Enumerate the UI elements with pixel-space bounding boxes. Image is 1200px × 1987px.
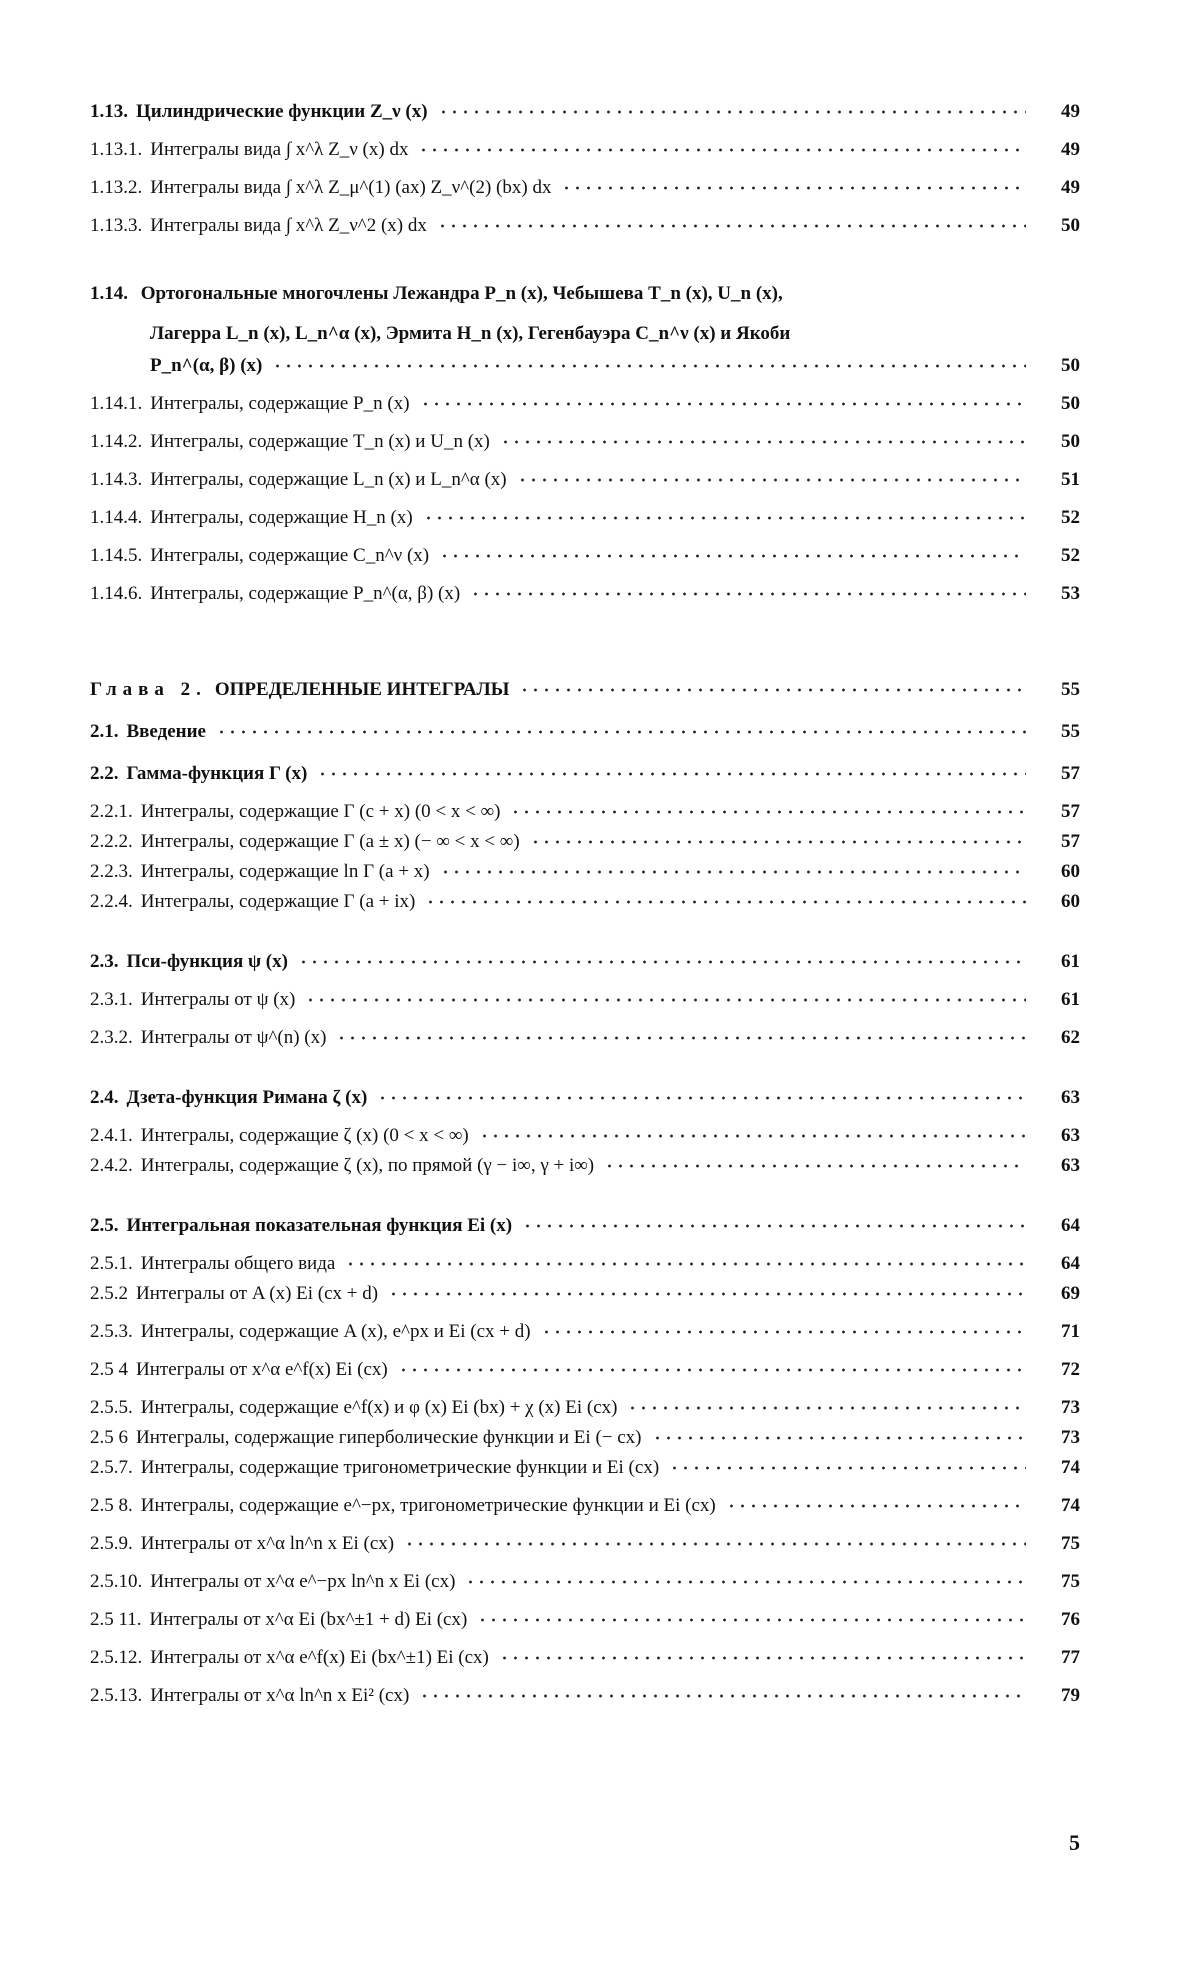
section-number: 2.5.5. xyxy=(90,1397,133,1418)
section-number: 1.14. xyxy=(90,283,128,304)
toc-entry-2-2-1 xyxy=(90,800,1080,824)
toc-entry-1-13-3 xyxy=(90,214,1080,238)
page-number: 64 xyxy=(1061,1253,1080,1274)
page-number: 52 xyxy=(1061,545,1080,566)
table-of-contents xyxy=(90,100,1080,1708)
section-number: 1.14.6. xyxy=(90,583,143,604)
section-number: 1.14.4. xyxy=(90,507,143,528)
page-number: 73 xyxy=(1061,1427,1080,1448)
toc-entry-1-13-1 xyxy=(90,138,1080,162)
page-number: 74 xyxy=(1061,1457,1080,1478)
leader-dots xyxy=(519,688,1026,692)
section-title: Интегралы вида ∫ x^λ Z_μ^(1) (ax) Z_ν^(2) (bx) dx xyxy=(150,177,552,198)
section-number: 2.3.1. xyxy=(90,989,133,1010)
leader-dots xyxy=(404,1542,1026,1546)
section-title: Интегралы, содержащие e^−px, тригонометрические функции и Ei (cx) xyxy=(140,1495,716,1516)
section-title: Интегралы общего вида xyxy=(140,1253,336,1274)
section-number: 2.5 4 xyxy=(90,1359,128,1380)
page-number: 57 xyxy=(1061,763,1080,784)
page-number: 53 xyxy=(1061,583,1080,604)
toc-entry-2-5-13 xyxy=(90,1684,1080,1708)
section-number: 2.4.2. xyxy=(90,1155,133,1176)
leader-dots xyxy=(541,1330,1026,1334)
leader-dots xyxy=(479,1134,1026,1138)
section-title: Интегралы, содержащие C_n^ν (x) xyxy=(150,545,430,566)
toc-entry-2-4 xyxy=(90,1086,1080,1110)
leader-dots xyxy=(530,840,1026,844)
section-number: 2.5.9. xyxy=(90,1533,133,1554)
page-number: 61 xyxy=(1061,951,1080,972)
toc-entry-1-14-5 xyxy=(90,544,1080,568)
section-title: Интегралы, содержащие H_n (x) xyxy=(150,507,413,528)
section-title: Интегралы, содержащие P_n^(α, β) (x) xyxy=(150,583,461,604)
toc-entry-2-1 xyxy=(90,720,1080,744)
leader-dots xyxy=(652,1436,1027,1440)
page-number: 57 xyxy=(1061,831,1080,852)
section-number: 2.3.2. xyxy=(90,1027,133,1048)
leader-dots xyxy=(510,810,1026,814)
leader-dots xyxy=(425,900,1026,904)
section-number: 2.2.4. xyxy=(90,891,133,912)
section-title: Интегралы, содержащие ln Γ (a + x) xyxy=(140,861,430,882)
leader-dots xyxy=(522,1224,1026,1228)
toc-entry-2-5-4 xyxy=(90,1358,1080,1382)
section-title: Интегралы, содержащие гиперболические функции и Ei (− cx) xyxy=(136,1427,642,1448)
section-number: 2.3. xyxy=(90,951,119,972)
toc-entry-2-5-2 xyxy=(90,1282,1080,1306)
section-title: Интегралы, содержащие Γ (c + x) (0 < x < ∞) xyxy=(140,801,501,822)
page-number: 79 xyxy=(1061,1685,1080,1706)
leader-dots xyxy=(317,772,1026,776)
section-title: Гамма-функция Γ (x) xyxy=(126,763,308,784)
section-number: 1.14.1. xyxy=(90,393,143,414)
section-title: Интегралы от x^α Ei (bx^±1 + d) Ei (cx) xyxy=(149,1609,468,1630)
page-number: 50 xyxy=(1061,355,1080,376)
section-title: Интегралы от x^α e^f(x) Ei (bx^±1) Ei (cx) xyxy=(150,1647,489,1668)
leader-dots xyxy=(439,554,1026,558)
toc-entry-2-2-4 xyxy=(90,890,1080,914)
toc-entry-2-5-12 xyxy=(90,1646,1080,1670)
page-number: 62 xyxy=(1061,1027,1080,1048)
section-title-line-3: P_n^(α, β) (x) xyxy=(150,355,263,376)
leader-dots xyxy=(669,1466,1026,1470)
page-number: 63 xyxy=(1061,1125,1080,1146)
toc-entry-1-14-2 xyxy=(90,430,1080,454)
section-title: Интегралы от x^α e^−px ln^n x Ei (cx) xyxy=(150,1571,456,1592)
toc-entry-2-5-1 xyxy=(90,1252,1080,1276)
toc-entry-2-5 xyxy=(90,1214,1080,1238)
section-title-line-2: Лагерра L_n (x), L_n^α (x), Эрмита H_n (x), Гегенбауэра C_n^ν (x) и Якоби xyxy=(150,323,791,344)
section-number: 2.5.1. xyxy=(90,1253,133,1274)
toc-entry-2-5-10 xyxy=(90,1570,1080,1594)
page-number: 55 xyxy=(1061,679,1080,700)
section-number: 1.14.3. xyxy=(90,469,143,490)
section-title: Интегралы, содержащие тригонометрические функции и Ei (cx) xyxy=(140,1457,660,1478)
page-number: 50 xyxy=(1061,215,1080,236)
section-title: Введение xyxy=(126,721,206,742)
section-number: 1.13. xyxy=(90,101,128,122)
toc-entry-1-14 xyxy=(90,274,1080,378)
leader-dots xyxy=(500,440,1026,444)
toc-entry-1-14-4 xyxy=(90,506,1080,530)
leader-dots xyxy=(272,364,1026,368)
toc-entry-chapter-2 xyxy=(90,678,1080,702)
leader-dots xyxy=(420,402,1026,406)
section-title: Интегралы, содержащие Γ (a + ix) xyxy=(140,891,416,912)
folio-page-number: 5 xyxy=(1069,1830,1080,1855)
section-number: 1.13.3. xyxy=(90,215,143,236)
section-title: Интегралы, содержащие ζ (x) (0 < x < ∞) xyxy=(140,1125,469,1146)
page-number: 77 xyxy=(1061,1647,1080,1668)
section-number: 2.5.12. xyxy=(90,1647,143,1668)
page-number: 50 xyxy=(1061,393,1080,414)
section-title: Интегралы, содержащие T_n (x) и U_n (x) xyxy=(150,431,490,452)
leader-dots xyxy=(440,870,1026,874)
page-number: 72 xyxy=(1061,1359,1080,1380)
toc-entry-1-14-1 xyxy=(90,392,1080,416)
page-number: 60 xyxy=(1061,861,1080,882)
toc-entry-2-5-8 xyxy=(90,1494,1080,1518)
leader-dots xyxy=(418,148,1026,152)
page-number: 76 xyxy=(1061,1609,1080,1630)
leader-dots xyxy=(388,1292,1026,1296)
section-number: 2.5.10. xyxy=(90,1571,143,1592)
leader-dots xyxy=(477,1618,1026,1622)
toc-entry-2-5-9 xyxy=(90,1532,1080,1556)
page-number: 75 xyxy=(1061,1533,1080,1554)
section-number: 2.5.2 xyxy=(90,1283,128,1304)
section-number: 2.5 6 xyxy=(90,1427,128,1448)
page-number: 52 xyxy=(1061,507,1080,528)
toc-entry-2-5-11 xyxy=(90,1608,1080,1632)
section-number: 2.2.3. xyxy=(90,861,133,882)
page-number: 51 xyxy=(1061,469,1080,490)
section-title: Интегралы от ψ (x) xyxy=(140,989,296,1010)
section-number: 1.13.1. xyxy=(90,139,143,160)
leader-dots xyxy=(305,998,1026,1002)
section-number: 2.5 8. xyxy=(90,1495,133,1516)
toc-entry-1-14-3 xyxy=(90,468,1080,492)
toc-entry-2-3 xyxy=(90,950,1080,974)
chapter-label: Глава 2. xyxy=(90,679,207,700)
page-number: 63 xyxy=(1061,1155,1080,1176)
page-number: 60 xyxy=(1061,891,1080,912)
page-number: 74 xyxy=(1061,1495,1080,1516)
toc-entry-1-14-6 xyxy=(90,582,1080,606)
leader-dots xyxy=(726,1504,1026,1508)
section-title: Пси-функция ψ (x) xyxy=(126,951,288,972)
section-number: 1.13.2. xyxy=(90,177,143,198)
section-title: Интегралы вида ∫ x^λ Z_ν^2 (x) dx xyxy=(150,215,427,236)
leader-dots xyxy=(345,1262,1026,1266)
toc-entry-2-4-1 xyxy=(90,1124,1080,1148)
page-number: 75 xyxy=(1061,1571,1080,1592)
section-title: Интегралы от x^α ln^n x Ei (cx) xyxy=(140,1533,395,1554)
toc-entry-2-5-5 xyxy=(90,1396,1080,1420)
leader-dots xyxy=(336,1036,1026,1040)
page-number: 64 xyxy=(1061,1215,1080,1236)
page-number: 49 xyxy=(1061,139,1080,160)
toc-entry-2-2 xyxy=(90,762,1080,786)
leader-dots xyxy=(423,516,1026,520)
leader-dots xyxy=(216,730,1026,734)
leader-dots xyxy=(470,592,1026,596)
section-number: 2.5.3. xyxy=(90,1321,133,1342)
toc-entry-2-3-2 xyxy=(90,1026,1080,1050)
section-title-line-1: Ортогональные многочлены Лежандра P_n (x), Чебышева T_n (x), U_n (x), xyxy=(140,283,783,304)
page-number: 63 xyxy=(1061,1087,1080,1108)
section-title: Интегралы от ψ^(n) (x) xyxy=(140,1027,327,1048)
section-title: Интегралы от x^α ln^n x Ei² (cx) xyxy=(150,1685,410,1706)
section-title: Интегралы, содержащие L_n (x) и L_n^α (x) xyxy=(150,469,507,490)
page-number: 69 xyxy=(1061,1283,1080,1304)
leader-dots xyxy=(517,478,1026,482)
page-number: 50 xyxy=(1061,431,1080,452)
section-title: Интегралы от x^α e^f(x) Ei (cx) xyxy=(136,1359,388,1380)
section-number: 2.5 11. xyxy=(90,1609,142,1630)
page-number: 61 xyxy=(1061,989,1080,1010)
section-title: Интегралы, содержащие Γ (a ± x) (− ∞ < x < ∞) xyxy=(140,831,520,852)
section-number: 2.1. xyxy=(90,721,119,742)
leader-dots xyxy=(561,186,1026,190)
page-number: 49 xyxy=(1061,101,1080,122)
section-title: Интегралы от A (x) Ei (cx + d) xyxy=(136,1283,379,1304)
section-number: 1.14.5. xyxy=(90,545,143,566)
section-title: Интегралы вида ∫ x^λ Z_ν (x) dx xyxy=(150,139,409,160)
page-number: 73 xyxy=(1061,1397,1080,1418)
section-number: 2.4.1. xyxy=(90,1125,133,1146)
section-title: Интегралы, содержащие ζ (x), по прямой (γ − i∞, γ + i∞) xyxy=(140,1155,595,1176)
leader-dots xyxy=(438,110,1026,114)
leader-dots xyxy=(604,1164,1026,1168)
section-number: 2.5. xyxy=(90,1215,119,1236)
leader-dots xyxy=(298,960,1026,964)
toc-entry-1-13-2 xyxy=(90,176,1080,200)
page-number: 49 xyxy=(1061,177,1080,198)
page-number: 55 xyxy=(1061,721,1080,742)
toc-entry-2-4-2 xyxy=(90,1154,1080,1178)
section-title: Интегралы, содержащие A (x), e^px и Ei (cx + d) xyxy=(140,1321,531,1342)
section-number: 2.4. xyxy=(90,1087,119,1108)
toc-entry-2-2-2 xyxy=(90,830,1080,854)
leader-dots xyxy=(465,1580,1026,1584)
toc-entry-1-13 xyxy=(90,100,1080,124)
leader-dots xyxy=(627,1406,1026,1410)
page-number: 71 xyxy=(1061,1321,1080,1342)
section-number: 2.5.13. xyxy=(90,1685,143,1706)
section-number: 2.2.2. xyxy=(90,831,133,852)
section-number: 2.2.1. xyxy=(90,801,133,822)
section-title: Интегралы, содержащие e^f(x) и φ (x) Ei (bx) + χ (x) Ei (cx) xyxy=(140,1397,618,1418)
leader-dots xyxy=(437,224,1026,228)
section-number: 2.2. xyxy=(90,763,119,784)
section-title: Дзета-функция Римана ζ (x) xyxy=(126,1087,368,1108)
leader-dots xyxy=(398,1368,1026,1372)
leader-dots xyxy=(419,1694,1026,1698)
toc-entry-2-5-6 xyxy=(90,1426,1080,1450)
toc-entry-2-3-1 xyxy=(90,988,1080,1012)
section-title: Цилиндрические функции Z_ν (x) xyxy=(136,101,428,122)
section-title: Интегралы, содержащие P_n (x) xyxy=(150,393,410,414)
section-number: 2.5.7. xyxy=(90,1457,133,1478)
page-number: 57 xyxy=(1061,801,1080,822)
section-title: Интегральная показательная функция Ei (x) xyxy=(126,1215,513,1236)
leader-dots xyxy=(499,1656,1026,1660)
section-number: 1.14.2. xyxy=(90,431,143,452)
toc-entry-2-5-7 xyxy=(90,1456,1080,1480)
toc-entry-2-5-3 xyxy=(90,1320,1080,1344)
chapter-title: ОПРЕДЕЛЕННЫЕ ИНТЕГРАЛЫ xyxy=(214,679,510,700)
leader-dots xyxy=(377,1096,1026,1100)
toc-entry-2-2-3 xyxy=(90,860,1080,884)
